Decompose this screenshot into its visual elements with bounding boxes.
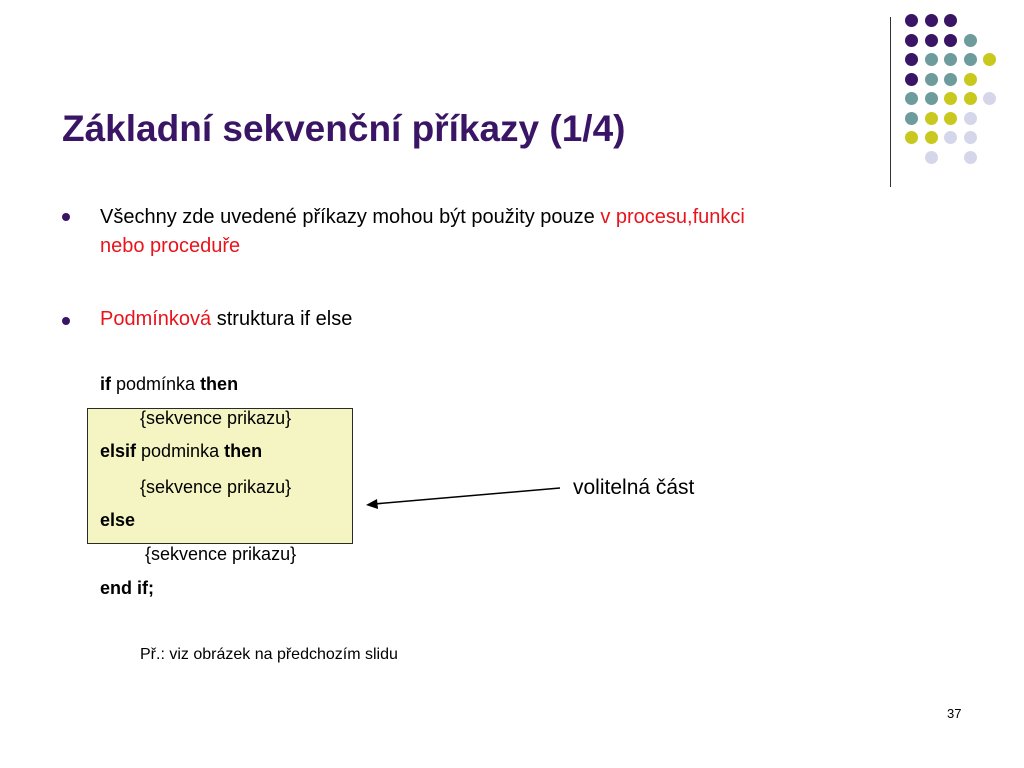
decorative-dot [964, 151, 977, 164]
bullet-text-plain: Všechny zde uvedené příkazy mohou být použity pouze [100, 206, 601, 228]
decorative-dot [905, 112, 918, 125]
decorative-dot [905, 14, 918, 27]
decorative-dot [944, 92, 957, 105]
decorative-dot [964, 131, 977, 144]
keyword-then: then [224, 441, 263, 461]
slide-title: Základní sekvenční příkazy (1/4) [62, 108, 626, 149]
decorative-dot [925, 112, 938, 125]
bullet-dot-icon [62, 213, 70, 221]
code-line-sequence-2: {sekvence prikazu} [140, 477, 292, 497]
keyword-then: then [200, 374, 239, 394]
decorative-dot [905, 34, 918, 47]
decorative-dot [964, 34, 977, 47]
decorative-dot [905, 73, 918, 86]
decorative-dot [925, 92, 938, 105]
decorative-dot-grid [905, 14, 995, 164]
decorative-dot [905, 92, 918, 105]
decorative-dot [944, 73, 957, 86]
bullet-text-plain: struktura if else [211, 308, 353, 330]
code-line-end-if [100, 578, 154, 599]
keyword-else: else [100, 510, 136, 530]
footnote: Př.: viz obrázek na předchozím slidu [140, 646, 398, 663]
decorative-dot [905, 131, 918, 144]
decorative-dot [964, 112, 977, 125]
decorative-dot [905, 53, 918, 66]
bullet-text-highlight: v procesu,funkci [600, 206, 745, 228]
optional-part-label: volitelná část [573, 476, 695, 499]
decorative-dot [944, 14, 957, 27]
decorative-dot [925, 131, 938, 144]
decorative-dot [944, 131, 957, 144]
divider-line [890, 17, 891, 187]
decorative-dot [964, 73, 977, 86]
decorative-dot [983, 92, 996, 105]
bullet-dot-icon [62, 317, 70, 325]
bullet-text [100, 203, 940, 261]
code-line-elsif [100, 441, 262, 462]
keyword-if: if [100, 374, 111, 394]
arrow-icon [360, 484, 565, 514]
decorative-dot [944, 53, 957, 66]
decorative-dot [925, 34, 938, 47]
condition-text: podminka [136, 441, 225, 461]
code-line-if [100, 374, 238, 395]
decorative-dot [944, 34, 957, 47]
code-line-sequence-1: {sekvence prikazu} [140, 408, 292, 428]
decorative-dot [944, 112, 957, 125]
decorative-dot [964, 92, 977, 105]
decorative-dot [925, 14, 938, 27]
decorative-dot [925, 151, 938, 164]
bullet-text [100, 305, 940, 334]
decorative-dot [925, 53, 938, 66]
page-number: 37 [947, 706, 962, 721]
decorative-dot [964, 53, 977, 66]
bullet-text-highlight-line2: nebo proceduře [100, 235, 241, 257]
keyword-elsif: elsif [100, 441, 137, 461]
decorative-dot [983, 53, 996, 66]
code-line-else [100, 510, 135, 531]
decorative-dot [925, 73, 938, 86]
keyword-end-if: end if; [100, 578, 154, 598]
condition-text: podmínka [111, 374, 201, 394]
bullet-text-highlight: Podmínková [100, 308, 212, 330]
code-line-sequence-3: {sekvence prikazu} [145, 544, 297, 564]
